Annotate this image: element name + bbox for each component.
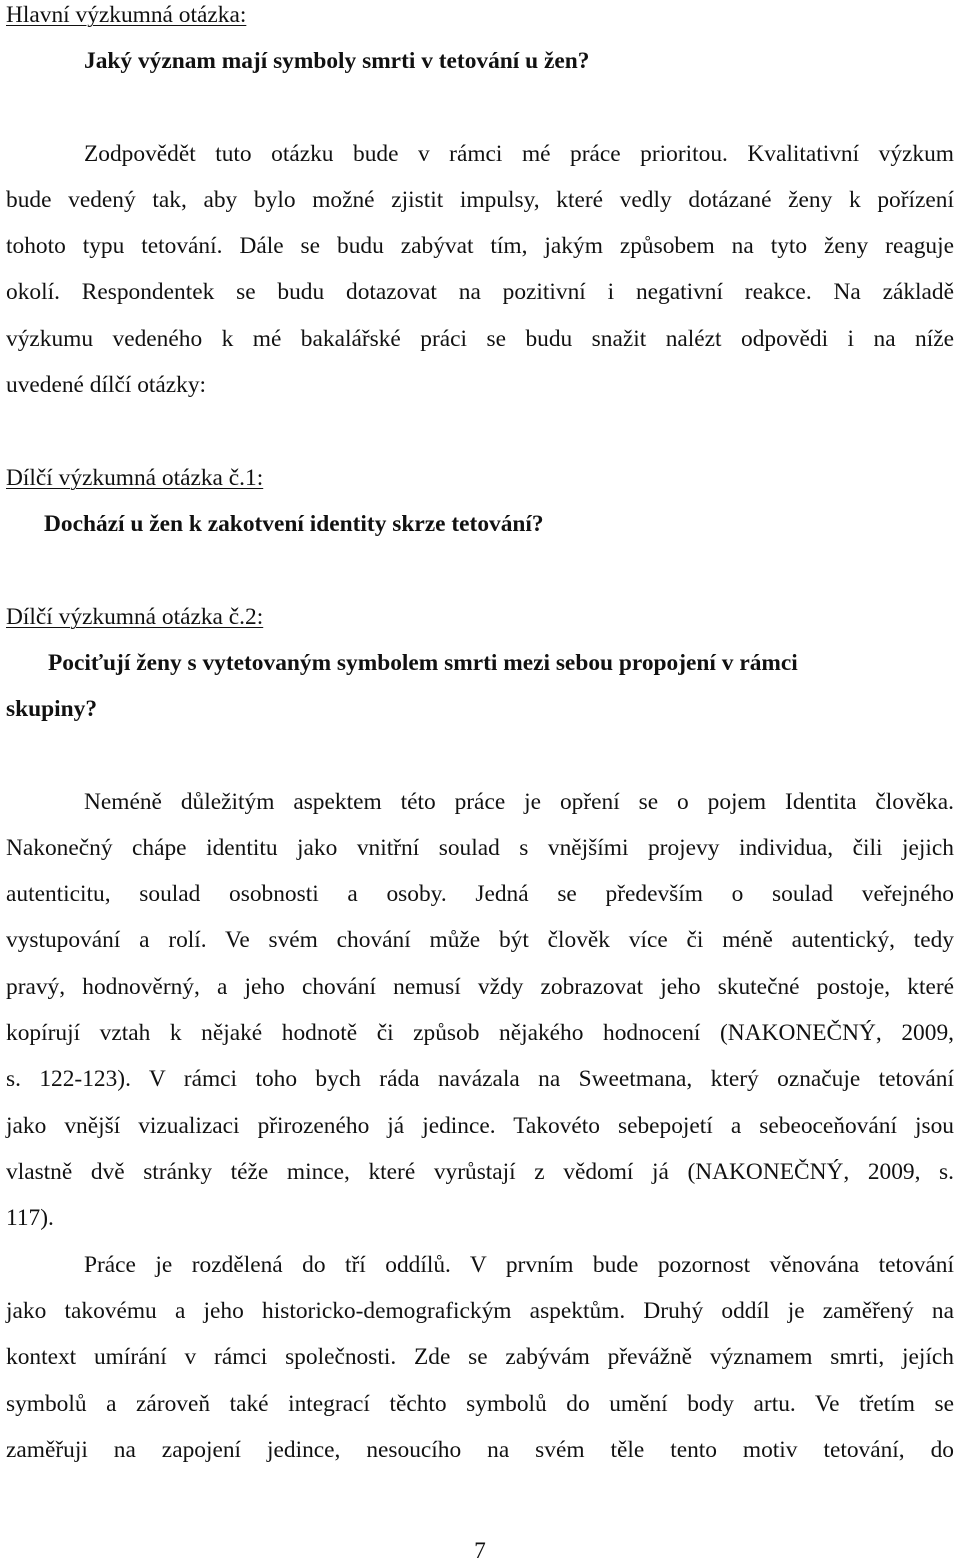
paragraph-line: zaměřuji na zapojení jedince, nesoucího na svém těle tento motiv tetování, do [6, 1437, 954, 1463]
paragraph-line: jako takovému a jeho historicko-demografickým aspektům. Druhý oddíl je zaměřený na [6, 1298, 954, 1324]
paragraph-line: kopírují vztah k nějaké hodnotě či způsob nějakého hodnocení (NAKONEČNÝ, 2009, [6, 1020, 954, 1046]
main-question-heading: Hlavní výzkumná otázka: [6, 2, 247, 28]
paragraph-line: vlastně dvě stránky téže mince, které vyrůstají z vědomí já (NAKONEČNÝ, 2009, s. [6, 1159, 954, 1185]
paragraph-line: okolí. Respondentek se budu dotazovat na pozitivní i negativní reakce. Na základě [6, 279, 954, 305]
paragraph-line: výzkumu vedeného k mé bakalářské práci se budu snažit nalézt odpovědi i na níže [6, 326, 954, 352]
paragraph-line: Práce je rozdělená do tří oddílů. V prvním bude pozornost věnována tetování [84, 1252, 954, 1278]
paragraph-line: symbolů a zároveň také integrací těchto symbolů do umění body artu. Ve třetím se [6, 1391, 954, 1417]
paragraph-line: uvedené dílčí otázky: [6, 372, 207, 398]
paragraph-line: s. 122-123). V rámci toho bych ráda navázala na Sweetmana, který označuje tetování [6, 1066, 954, 1092]
paragraph-line: vystupování a rolí. Ve svém chování může být člověk více či méně autentický, tedy [6, 927, 954, 953]
paragraph-line: pravý, hodnověrný, a jeho chování nemusí vždy zobrazovat jeho skutečné postoje, které [6, 974, 954, 1000]
paragraph-line: Zodpovědět tuto otázku bude v rámci mé práce prioritou. Kvalitativní výzkum [84, 141, 954, 167]
paragraph-line: jako vnější vizualizaci přirozeného já jedince. Takovéto sebepojetí a sebeoceňování jsou [6, 1113, 954, 1139]
paragraph-line: bude vedený tak, aby bylo možné zjistit impulsy, které vedly dotázané ženy k pořízení [6, 187, 954, 213]
paragraph-line: Neméně důležitým aspektem této práce je opření se o pojem Identita člověka. [84, 789, 954, 815]
paragraph-line: Nakonečný chápe identitu jako vnitřní soulad s vnějšími projevy individua, čili jejich [6, 835, 954, 861]
paragraph-line: kontext umírání v rámci společnosti. Zde se zabývám převážně významem smrti, jejích [6, 1344, 954, 1370]
sub-question-2-heading: Dílčí výzkumná otázka č.2: [6, 604, 264, 630]
paragraph-line: 117). [6, 1205, 54, 1231]
main-question: Jaký význam mají symboly smrti v tetování u žen? [84, 48, 590, 74]
sub-question-2-line-1: Pociťují ženy s vytetovaným symbolem smrti mezi sebou propojení v rámci [48, 650, 798, 676]
page-number: 7 [474, 1538, 486, 1564]
paragraph-line: tohoto typu tetování. Dále se budu zabývat tím, jakým způsobem na tyto ženy reaguje [6, 233, 954, 259]
paragraph-line: autenticitu, soulad osobnosti a osoby. Jedná se především o soulad veřejného [6, 881, 954, 907]
sub-question-1: Dochází u žen k zakotvení identity skrze tetování? [44, 511, 544, 537]
sub-question-2-line-2: skupiny? [6, 696, 98, 722]
sub-question-1-heading: Dílčí výzkumná otázka č.1: [6, 465, 264, 491]
